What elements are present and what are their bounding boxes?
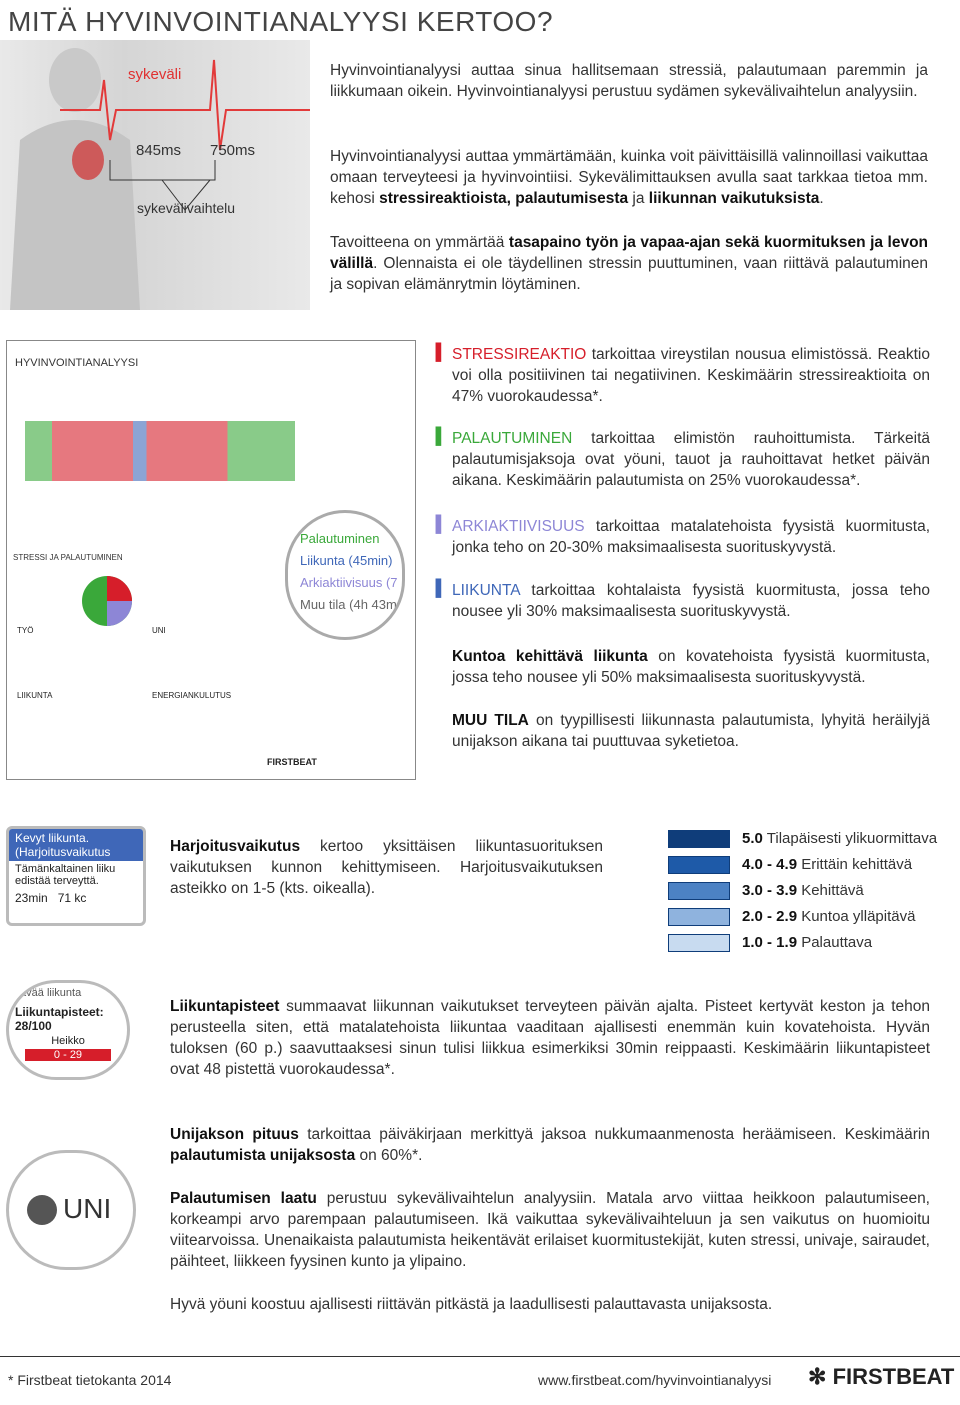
uni-icon — [27, 1195, 57, 1225]
scale-row — [668, 906, 958, 928]
scale-bar — [668, 856, 730, 874]
liikuntapisteet-zoom: tävää liikunta Liikuntapisteet: 28/100 Heikko 0 - 29 — [6, 980, 130, 1080]
categories-list — [430, 344, 930, 770]
zoom-palautuminen: Palautuminen — [300, 531, 380, 546]
category-palautuminen: ▐ PALAUTUMINEN tarkoittaa elimistön rauhoittumista. Tärkeitä palautumisjaksoja ovat yöuni, tauot ja rauhoittavat hetket päivän aikana. Keskimäärin palautumista on 25% vuorokaudessa*. — [430, 428, 930, 516]
report-pie-chart — [77, 571, 137, 631]
liikuntapisteet-text: Liikuntapisteet summaavat liikunnan vaikutukset terveyteen päivän ajalta. Pisteet kertyvät keston ja tehon perusteella siten, että matalatehoista liikuntaa vaaditaan ajallisesti enemmän kuin kovatehoista. Hyvän tuloksen (60 p.) saavuttaaksesi sinun tulisi liikkua esimerkiksi 30min reippaasti. Keskimäärin liikuntapisteet ovat 48 pistettä vuorokaudessa*. — [170, 998, 930, 1078]
scale-bar — [668, 882, 730, 900]
category-kuntoa-kehittava: Kuntoa kehittävä liikunta on kovatehoista fyysistä kuormitusta, jossa teho nousee yli 50% maksimaalisesta suorituskyvystä. — [452, 648, 931, 686]
category-arkiaktiivisuus: ▐ ARKIAKTIIVISUUS tarkoittaa matalatehoista fyysistä kuormitusta, jonka teho on 20-30% maksimaalisesta suorituskyvystä. — [430, 516, 930, 580]
zoom-muu: Muu tila (4h 43m — [300, 597, 397, 612]
ms-left-label: 845ms — [136, 142, 182, 159]
exercise-bar-icon: ▐ — [430, 580, 442, 597]
scale-bar — [668, 934, 730, 952]
intro-paragraph-1: Hyvinvointianalyysi auttaa sinua hallitsemaan stressiä, palautumaan paremmin ja liikkumaan oikein. Hyvinvointianalyysi perustuu sydämen sykevälivaihtelun analyysiin. — [330, 62, 928, 100]
scale-bar — [668, 908, 730, 926]
scale-bar — [668, 830, 730, 848]
zoom-liikunta: Liikunta (45min) — [300, 553, 393, 568]
legend-zoom-circle — [285, 510, 405, 640]
zoom-arki: Arkiaktiivisuus (7 — [300, 575, 398, 590]
footer-divider — [0, 1356, 960, 1357]
scale-label: 5.0 Tilapäisesti ylikuormittava — [742, 830, 938, 847]
laatu-text: Palautumisen laatu perustuu sykevälivaihtelun analyysiin. Matala arvo viittaa heikkoon palautumiseen, korkeampi arvo parempaan palautumiseen. Ikä vaikuttaa sykevälivaihteluun ja sen vaikutus on huomioitu viitearvoissa. Unenaikaista palautumista heikentävät erilaiset kuormitustekijät, kuten stressi, univaje, sairaudet, päihteet, liikkeen fyysinen kunto ja ylipaino. — [170, 1190, 930, 1270]
training-effect-scale — [668, 828, 958, 958]
report-sport-label: LIIKUNTA — [17, 691, 53, 700]
report-work-label: TYÖ — [17, 626, 34, 635]
harjoitus-text: Harjoitusvaikutus kertoo yksittäisen liikuntasuorituksen vaikutuksen kunnon kehittymiseen. Harjoitusvaikutuksen asteikko on 1-5 (kts. oikealla). — [170, 838, 603, 897]
footer-source: * Firstbeat tietokanta 2014 — [8, 1372, 172, 1388]
report-uni-label: UNI — [152, 626, 166, 635]
category-liikunta: ▐ LIIKUNTA tarkoittaa kohtalaista fyysistä kuormitusta, jossa teho nousee yli 30% maksimaalisesta suorituskyvystä. — [430, 580, 930, 646]
category-stressireaktio: ▐ STRESSIREAKTIO tarkoittaa vireystilan nousua elimistössä. Reaktio voi olla positiivinen tai negatiivinen. Keskimäärin stressireaktioita on 47% vuorokaudessa*. — [430, 344, 930, 428]
firstbeat-logo: ✻ FIRSTBEAT — [808, 1364, 955, 1389]
report-stress-title: STRESSI JA PALAUTUMINEN — [13, 553, 123, 562]
uni-zoom-label: UNI — [63, 1193, 112, 1224]
firstbeat-logo-icon: ✻ — [808, 1364, 827, 1389]
category-muu-tila: MUU TILA on tyypillisesti liikunnasta palautumista, lyhyitä heräilyjä unijakson aikana tai puuttuvaa syketietoa. — [452, 712, 930, 750]
report-chart-area — [25, 421, 295, 481]
scale-label: 2.0 - 2.9 Kuntoa ylläpitävä — [742, 908, 916, 925]
intro-paragraph-3: Tavoitteena on ymmärtää tasapaino työn ja vapaa-ajan sekä kuormituksen ja levon välillä. Olennaista ei ole täydellinen stressin puuttuminen, vaan riittävä palautuminen ja sopivan elämänrytmin löytäminen. — [330, 234, 929, 293]
scale-label: 4.0 - 4.9 Erittäin kehittävä — [742, 856, 913, 873]
scale-label: 1.0 - 1.9 Palauttava — [742, 934, 873, 951]
harjoitus-zoom: Kevyt liikunta. (Harjoitusvaikutus Tämänkaltainen liiku edistää terveyttä. 23min 71 kc — [6, 826, 146, 926]
page-title: MITÄ HYVINVOINTIANALYYSI KERTOO? — [8, 6, 554, 37]
recovery-bar-icon: ▐ — [430, 428, 442, 445]
report-title: HYVINVOINTIANALYYSI — [15, 357, 139, 369]
uni-zoom — [6, 1150, 136, 1270]
footer-url[interactable]: www.firstbeat.com/hyvinvointianalyysi — [538, 1372, 772, 1388]
scale-label: 3.0 - 3.9 Kehittävä — [742, 882, 864, 899]
ms-right-label: 750ms — [210, 142, 256, 159]
scale-row — [668, 854, 958, 876]
intro-paragraph-2: Hyvinvointianalyysi auttaa ymmärtämään, kuinka voit päivittäisillä valinnoillasi vaikuttaa omaan terveyteesi ja hyvinvointiisi. Sykevälimittauksen avulla saat tarkkaa tietoa mm. kehosi stressireaktioista, palautumisesta ja liikunnan vaikutuksista. — [330, 148, 928, 207]
report-energy-label: ENERGIANKULUTUS — [152, 691, 232, 700]
hyva-yo-text: Hyvä yöuni koostuu ajallisesti riittävän pitkästä ja laadullisesti palauttavasta unijaksosta. — [170, 1296, 773, 1313]
stress-bar-icon: ▐ — [430, 344, 442, 361]
report-firstbeat-logo: FIRSTBEAT — [267, 757, 317, 767]
scale-row — [668, 880, 958, 902]
scale-row — [668, 932, 958, 954]
scale-row — [668, 828, 958, 850]
activity-bar-icon: ▐ — [430, 516, 442, 533]
sykevalivaihtelu-label: sykevälivaihtelu — [137, 200, 236, 216]
unijakso-text: Unijakson pituus tarkoittaa päiväkirjaan merkittyä jaksoa nukkumaanmenosta heräämiseen. Keskimäärin palautumista unijaksosta on 60%*. — [170, 1126, 931, 1164]
sykevali-label: sykeväli — [128, 66, 182, 83]
